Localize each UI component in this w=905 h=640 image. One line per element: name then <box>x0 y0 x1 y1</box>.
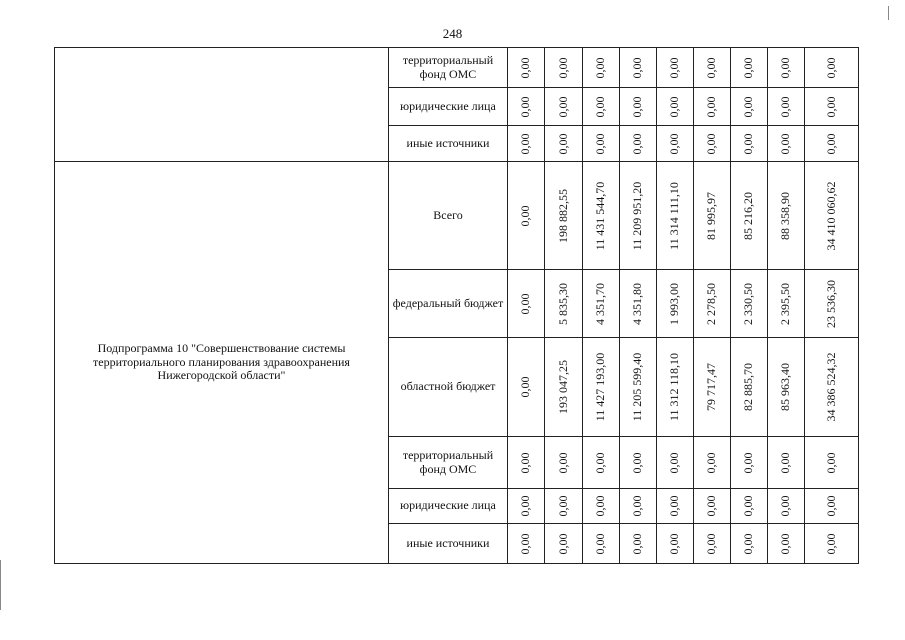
value-text: 0,00 <box>518 452 533 473</box>
value-text: 0,00 <box>630 533 645 554</box>
value-text: 193 047,25 <box>555 360 570 414</box>
funding-source-label: территориальный фонд ОМС <box>389 437 508 489</box>
value-cell <box>731 489 768 524</box>
value-text: 0,00 <box>778 452 793 473</box>
value-text: 0,00 <box>823 96 838 117</box>
value-cell <box>768 88 805 126</box>
value-text: 0,00 <box>704 57 719 78</box>
value-cell <box>620 524 657 564</box>
funding-source-label: областной бюджет <box>389 338 508 437</box>
value-cell <box>657 489 694 524</box>
value-text: 198 882,55 <box>555 188 570 243</box>
value-text: 0,00 <box>741 96 756 117</box>
value-text: 0,00 <box>823 452 838 473</box>
value-cell <box>620 126 657 162</box>
value-text: 0,00 <box>778 495 793 517</box>
value-text: 0,00 <box>555 533 570 554</box>
value-text: 0,00 <box>518 205 533 226</box>
value-text: 0,00 <box>667 133 682 154</box>
value-text: 0,00 <box>667 96 682 117</box>
value-text: 88 358,90 <box>778 191 793 240</box>
value-text: 0,00 <box>778 133 793 154</box>
value-text: 5 835,30 <box>555 282 570 325</box>
value-text: 4 351,80 <box>630 282 645 325</box>
value-cell <box>731 338 768 437</box>
value-cell <box>545 48 583 88</box>
value-cell <box>768 126 805 162</box>
value-text: 0,00 <box>518 533 533 554</box>
table-body <box>55 48 859 564</box>
value-cell <box>731 88 768 126</box>
value-cell <box>731 437 768 489</box>
value-text: 0,00 <box>518 96 533 117</box>
value-cell <box>694 489 731 524</box>
value-text: 0,00 <box>704 533 719 554</box>
value-cell <box>508 338 545 437</box>
value-text: 11 427 193,00 <box>593 352 608 422</box>
value-text: 0,00 <box>518 376 533 398</box>
funding-source-label: территориальный фонд ОМС <box>389 48 508 88</box>
program-title: Подпрограмма 10 "Совершенствование системы территориального планирования здравоохранения Нижегородской области" <box>93 340 350 383</box>
value-text: 34 386 524,32 <box>823 352 838 422</box>
value-text: 0,00 <box>630 133 645 154</box>
value-cell <box>545 437 583 489</box>
value-cell <box>731 270 768 338</box>
value-text: 0,00 <box>741 452 756 473</box>
value-text: 0,00 <box>555 96 570 117</box>
program-cell-empty <box>55 48 389 162</box>
value-text: 0,00 <box>704 96 719 117</box>
value-text: 34 410 060,62 <box>823 181 838 250</box>
value-text: 0,00 <box>741 533 756 554</box>
value-text: 0,00 <box>630 495 645 517</box>
value-cell <box>768 270 805 338</box>
value-cell <box>657 338 694 437</box>
value-text: 0,00 <box>593 57 608 78</box>
value-text: 11 312 118,10 <box>667 352 682 422</box>
value-cell <box>508 162 545 270</box>
value-cell <box>805 524 859 564</box>
value-cell <box>694 270 731 338</box>
value-text: 0,00 <box>667 533 682 554</box>
value-cell <box>545 489 583 524</box>
value-cell <box>508 88 545 126</box>
value-text: 0,00 <box>778 96 793 117</box>
value-text: 0,00 <box>704 495 719 517</box>
value-cell <box>768 162 805 270</box>
value-text: 0,00 <box>518 133 533 154</box>
value-cell <box>620 489 657 524</box>
funding-source-label: федеральный бюджет <box>389 270 508 338</box>
value-cell <box>805 437 859 489</box>
value-text: 0,00 <box>741 495 756 517</box>
value-cell <box>805 270 859 338</box>
value-cell <box>620 162 657 270</box>
value-cell <box>694 524 731 564</box>
value-cell <box>768 524 805 564</box>
value-text: 0,00 <box>593 495 608 517</box>
value-cell <box>583 437 620 489</box>
value-cell <box>768 437 805 489</box>
value-cell <box>545 162 583 270</box>
value-cell <box>731 162 768 270</box>
value-cell <box>805 489 859 524</box>
value-cell <box>657 524 694 564</box>
value-cell <box>545 338 583 437</box>
value-text: 0,00 <box>667 452 682 473</box>
value-text: 0,00 <box>704 452 719 473</box>
value-cell <box>768 489 805 524</box>
value-cell <box>508 270 545 338</box>
funding-source-label: юридические лица <box>389 489 508 524</box>
value-cell <box>694 48 731 88</box>
value-cell <box>805 162 859 270</box>
value-text: 0,00 <box>741 57 756 78</box>
value-text: 0,00 <box>593 533 608 554</box>
value-cell <box>545 270 583 338</box>
value-cell <box>768 48 805 88</box>
value-cell <box>508 126 545 162</box>
value-cell <box>583 162 620 270</box>
value-cell <box>657 162 694 270</box>
table-row <box>55 48 859 88</box>
value-text: 11 209 951,20 <box>630 181 645 250</box>
value-text: 0,00 <box>518 57 533 78</box>
value-cell <box>583 48 620 88</box>
value-cell <box>583 270 620 338</box>
value-cell <box>657 126 694 162</box>
value-text: 0,00 <box>667 57 682 78</box>
value-cell <box>694 126 731 162</box>
value-text: 0,00 <box>823 133 838 154</box>
value-cell <box>731 126 768 162</box>
value-text: 0,00 <box>630 57 645 78</box>
value-text: 0,00 <box>778 533 793 554</box>
value-text: 0,00 <box>823 57 838 78</box>
page-number: 248 <box>442 26 463 41</box>
value-text: 0,00 <box>823 495 838 517</box>
value-text: 85 963,40 <box>778 363 793 411</box>
value-text: 0,00 <box>593 133 608 154</box>
value-cell <box>545 126 583 162</box>
value-cell <box>805 48 859 88</box>
value-cell <box>545 524 583 564</box>
value-cell <box>508 524 545 564</box>
value-text: 0,00 <box>630 452 645 473</box>
value-text: 0,00 <box>704 133 719 154</box>
value-cell <box>508 437 545 489</box>
value-text: 0,00 <box>593 96 608 117</box>
value-text: 0,00 <box>518 495 533 517</box>
value-cell <box>694 162 731 270</box>
value-cell <box>620 437 657 489</box>
value-text: 0,00 <box>667 495 682 517</box>
scan-edge-line <box>0 560 1 610</box>
value-text: 4 351,70 <box>593 282 608 325</box>
value-text: 0,00 <box>630 96 645 117</box>
value-cell <box>805 88 859 126</box>
value-text: 1 993,00 <box>667 282 682 325</box>
value-cell <box>657 437 694 489</box>
value-text: 2 278,50 <box>704 282 719 325</box>
value-text: 11 314 111,10 <box>667 181 682 250</box>
value-text: 2 330,50 <box>741 282 756 325</box>
value-cell <box>805 338 859 437</box>
value-cell <box>620 270 657 338</box>
value-text: 85 216,20 <box>741 191 756 240</box>
value-text: 79 717,47 <box>704 363 719 411</box>
funding-source-label: юридические лица <box>389 88 508 126</box>
value-text: 82 885,70 <box>741 363 756 411</box>
value-cell <box>583 126 620 162</box>
value-cell <box>657 88 694 126</box>
scan-edge-line <box>888 6 889 20</box>
value-text: 11 205 599,40 <box>630 352 645 422</box>
value-cell <box>805 126 859 162</box>
funding-source-label: иные источники <box>389 126 508 162</box>
value-text: 0,00 <box>778 57 793 78</box>
value-text: 11 431 544,70 <box>593 181 608 250</box>
value-cell <box>620 48 657 88</box>
value-cell <box>583 338 620 437</box>
value-cell <box>694 88 731 126</box>
value-cell <box>694 338 731 437</box>
value-text: 0,00 <box>555 495 570 517</box>
value-text: 0,00 <box>555 133 570 154</box>
value-text: 0,00 <box>555 57 570 78</box>
funding-source-label: Всего <box>389 162 508 270</box>
budget-table <box>54 47 859 564</box>
value-cell <box>731 48 768 88</box>
value-text: 0,00 <box>823 533 838 554</box>
value-cell <box>620 88 657 126</box>
table-row <box>55 162 859 270</box>
value-cell <box>508 489 545 524</box>
value-text: 81 995,97 <box>704 191 719 240</box>
value-cell <box>545 88 583 126</box>
value-cell <box>768 338 805 437</box>
value-text: 0,00 <box>741 133 756 154</box>
value-text: 2 395,50 <box>778 282 793 325</box>
value-cell <box>583 524 620 564</box>
value-text: 0,00 <box>518 293 533 314</box>
value-text: 0,00 <box>555 452 570 473</box>
funding-source-label: иные источники <box>389 524 508 564</box>
value-cell <box>657 48 694 88</box>
value-text: 23 536,30 <box>823 279 838 328</box>
value-cell <box>508 48 545 88</box>
value-cell <box>731 524 768 564</box>
value-cell <box>657 270 694 338</box>
value-cell <box>583 88 620 126</box>
value-cell <box>583 489 620 524</box>
value-cell <box>694 437 731 489</box>
value-text: 0,00 <box>593 452 608 473</box>
value-cell <box>620 338 657 437</box>
program-cell <box>55 162 389 564</box>
